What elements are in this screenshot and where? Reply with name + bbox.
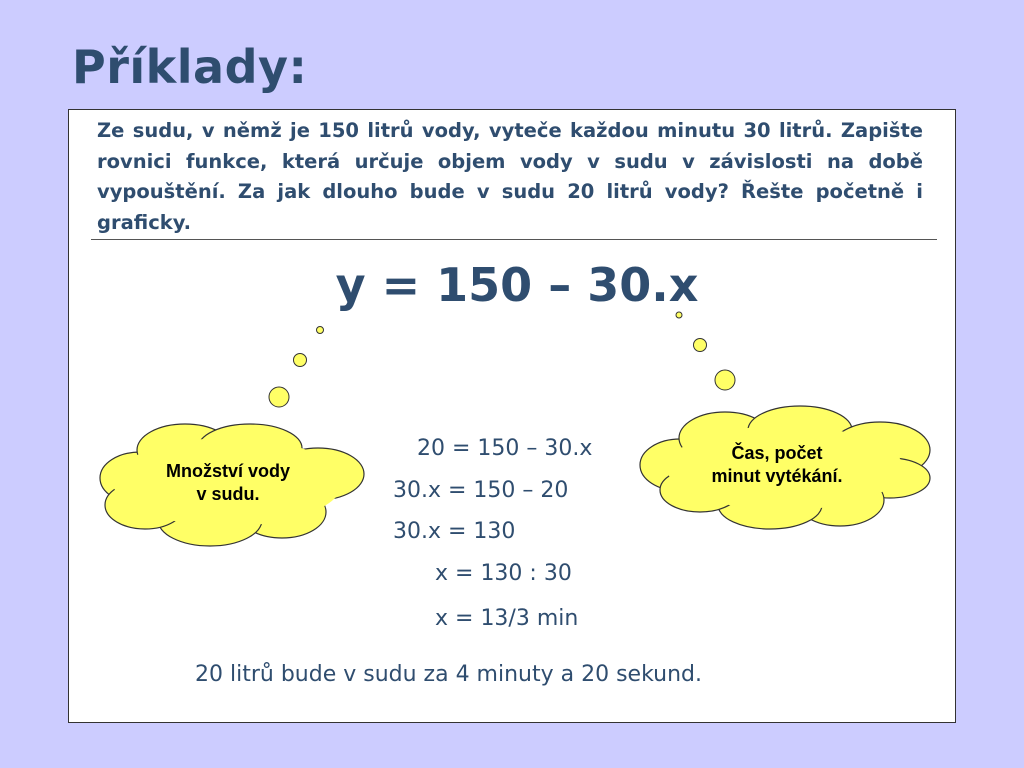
- thought-dot-right-2: [694, 339, 707, 352]
- callout-left-line-1: Množství vody: [165, 461, 290, 481]
- thought-dot-left-2: [294, 354, 307, 367]
- thought-dot-right-3: [715, 370, 735, 390]
- conclusion-text: 20 litrů bude v sudu za 4 minuty a 20 sekund.: [195, 662, 702, 687]
- function-equation: y = 150 – 30.x: [335, 258, 699, 312]
- thought-dot-left-3: [269, 387, 289, 407]
- solution-step-5: x = 13/3 min: [435, 606, 579, 631]
- callout-right-line-1: Čas, počet: [731, 443, 823, 463]
- problem-text: Ze sudu, v němž je 150 litrů vody, vyteče každou minutu 30 litrů. Zapište rovnici funkce, která určuje objem vody v sudu v závislosti na době vypouštění. Za jak dlouho bude v sudu 20 litrů vody? Řešte početně i graficky.: [97, 119, 923, 234]
- thought-dot-right-1: [676, 312, 682, 318]
- callout-left-text: [118, 460, 338, 506]
- callout-right-text: [667, 442, 887, 488]
- callout-left-line-2: v sudu.: [196, 484, 260, 504]
- solution-step-1: 20 = 150 – 30.x: [417, 436, 593, 461]
- thought-dot-left-1: [317, 327, 324, 334]
- callout-right-line-2: minut vytékání.: [711, 466, 843, 486]
- solution-step-2: 30.x = 150 – 20: [393, 478, 569, 503]
- solution-step-4: x = 130 : 30: [435, 561, 572, 586]
- solution-step-3: 30.x = 130: [393, 519, 516, 544]
- slide-title: Příklady:: [72, 40, 308, 94]
